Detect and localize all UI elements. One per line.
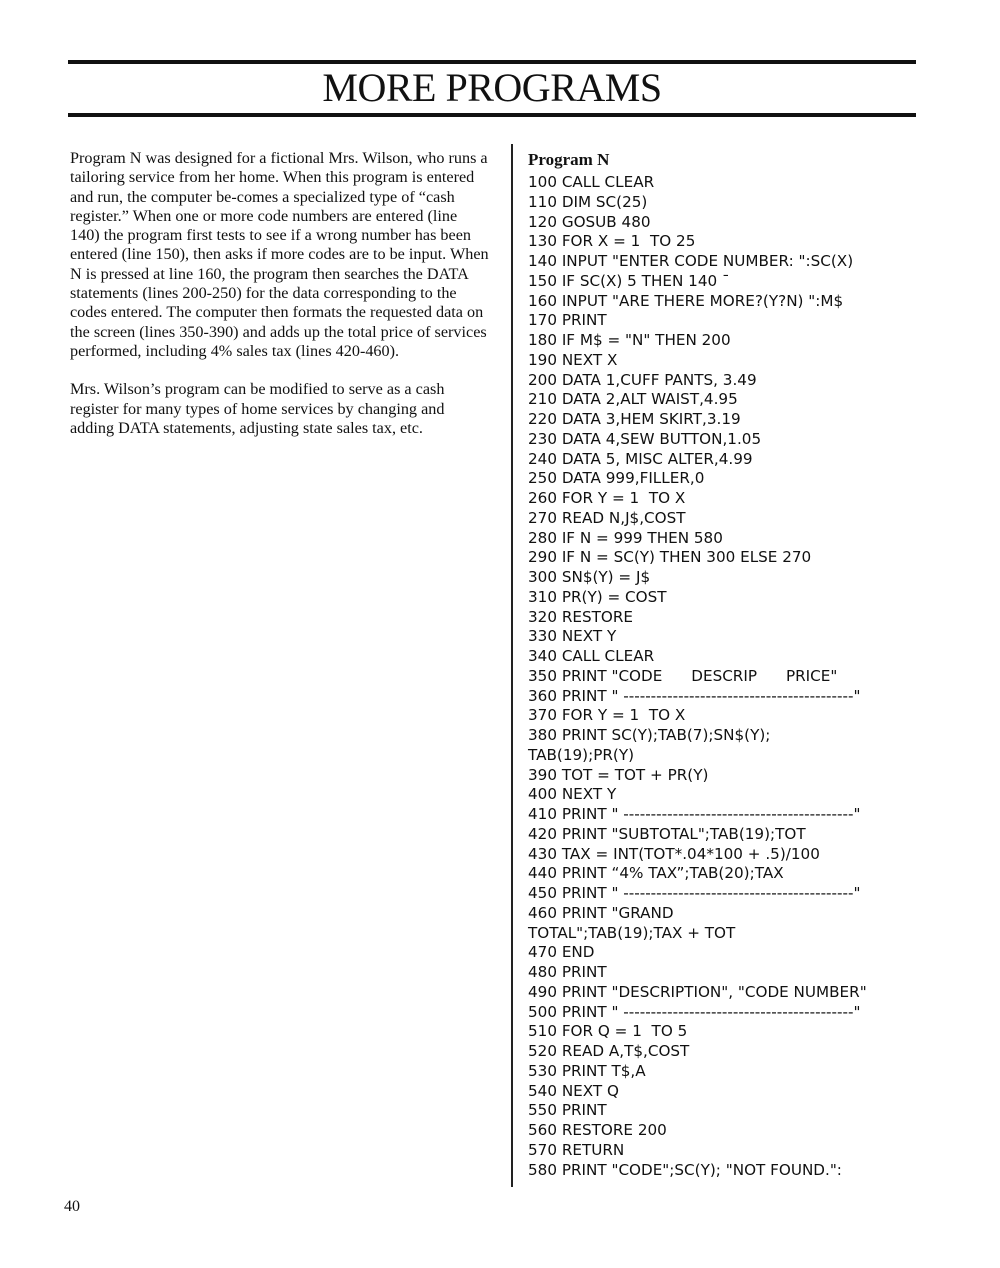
code-line: 550 PRINT: [528, 1101, 607, 1120]
program-title: Program N: [528, 150, 610, 169]
code-line: 510 FOR Q = 1 TO 5: [528, 1022, 688, 1041]
code-line: 130 FOR X = 1 TO 25: [528, 232, 696, 251]
code-line: 500 PRINT " ------------------------------------------": [528, 1002, 861, 1021]
code-line: 460 PRINT "GRAND: [528, 903, 674, 922]
code-line: 280 IF N = 999 THEN 580: [528, 528, 723, 547]
code-line: 240 DATA 5, MISC ALTER,4.99: [528, 449, 753, 468]
code-line: 520 READ A,T$,COST: [528, 1042, 690, 1060]
code-line: 150 IF SC(X) 5 THEN 140 ˉ: [528, 271, 730, 290]
code-line: 340 CALL CLEAR: [528, 647, 655, 665]
code-line: 560 RESTORE 200: [528, 1121, 667, 1139]
code-line: 430 TAX = INT(TOT*.04*100 + .5)/100: [528, 844, 820, 863]
program-listing-column: [528, 150, 958, 1180]
code-line: TOTAL";TAB(19);TAX + TOT: [528, 923, 736, 942]
column-divider: [511, 144, 513, 1187]
code-line: 180 IF M$ = "N" THEN 200: [528, 331, 731, 349]
page-title: MORE PROGRAMS: [322, 65, 662, 110]
page-number: 40: [64, 1198, 80, 1215]
code-line: 530 PRINT T$,A: [528, 1061, 646, 1080]
code-line: 470 END: [528, 943, 595, 962]
code-line: 440 PRINT “4% TAX”;TAB(20);TAX: [528, 864, 784, 883]
code-line: TAB(19);PR(Y): [528, 745, 635, 764]
code-line: 210 DATA 2,ALT WAIST,4.95: [528, 390, 738, 409]
code-line: 110 DIM SC(25): [528, 192, 648, 211]
code-line: 570 RETURN: [528, 1140, 625, 1159]
code-line: 360 PRINT " ------------------------------------------": [528, 686, 861, 705]
code-line: 380 PRINT SC(Y);TAB(7);SN$(Y);: [528, 726, 771, 744]
code-line: 490 PRINT "DESCRIPTION", "CODE NUMBER": [528, 982, 867, 1001]
code-line: 290 IF N = SC(Y) THEN 300 ELSE 270: [528, 548, 812, 567]
code-line: 260 FOR Y = 1 TO X: [528, 489, 686, 507]
description-paragraph: Program N was designed for a fictional Mrs. Wilson, who runs a tailoring service from her home. When this program is entered and run, the computer be-comes a specialized type of “cash register.” When one or more code numbers are entered (line 140) the program first tests to see if a wrong number has been entered (line 150), then asks if more codes are to be input. When N is pressed at line 160, the program then searches the DATA statements (lines 200-250) for the data corresponding to the codes entered. The computer then formats the requested data on the screen (lines 350-390) and adds up the total price of services performed, including 4% sales tax (lines 420-460).: [70, 149, 489, 360]
code-line: 410 PRINT " ------------------------------------------": [528, 805, 861, 823]
code-line: 270 READ N,J$,COST: [528, 508, 686, 527]
code-line: 400 NEXT Y: [528, 785, 617, 804]
code-line: 310 PR(Y) = COST: [528, 587, 667, 606]
code-line: 100 CALL CLEAR: [528, 173, 655, 191]
code-line: 190 NEXT X: [528, 350, 618, 369]
code-line: 580 PRINT "CODE";SC(Y); "NOT FOUND.":: [528, 1160, 842, 1179]
code-line: 540 NEXT Q: [528, 1081, 619, 1100]
code-line: 320 RESTORE: [528, 607, 633, 626]
code-line: 220 DATA 3,HEM SKIRT,3.19: [528, 410, 741, 428]
code-line: 230 DATA 4,SEW BUTTON,1.05: [528, 429, 762, 448]
code-line: 330 NEXT Y: [528, 627, 617, 646]
code-line: 300 SN$(Y) = J$: [528, 568, 651, 586]
code-line: 140 INPUT "ENTER CODE NUMBER: ":SC(X): [528, 252, 854, 270]
code-line: 370 FOR Y = 1 TO X: [528, 706, 686, 725]
code-line: 350 PRINT "CODE DESCRIP PRICE": [528, 666, 838, 685]
code-line: 250 DATA 999,FILLER,0: [528, 469, 705, 488]
description-paragraph: Mrs. Wilson’s program can be modified to serve as a cash register for many types of home services by changing and adding DATA statements, adjusting state sales tax, etc.: [70, 380, 445, 437]
program-code-listing: [528, 173, 958, 1180]
code-line: 160 INPUT "ARE THERE MORE?(Y?N) ":M$: [528, 291, 844, 310]
code-line: 170 PRINT: [528, 311, 607, 330]
code-line: 200 DATA 1,CUFF PANTS, 3.49: [528, 370, 757, 389]
description-column: [70, 149, 490, 457]
code-line: 450 PRINT " ------------------------------------------": [528, 884, 861, 902]
code-line: 420 PRINT "SUBTOTAL";TAB(19);TOT: [528, 824, 806, 843]
code-line: 120 GOSUB 480: [528, 212, 651, 231]
header-bottom-rule: [68, 113, 916, 117]
code-line: 480 PRINT: [528, 963, 607, 981]
code-line: 390 TOT = TOT + PR(Y): [528, 765, 709, 784]
